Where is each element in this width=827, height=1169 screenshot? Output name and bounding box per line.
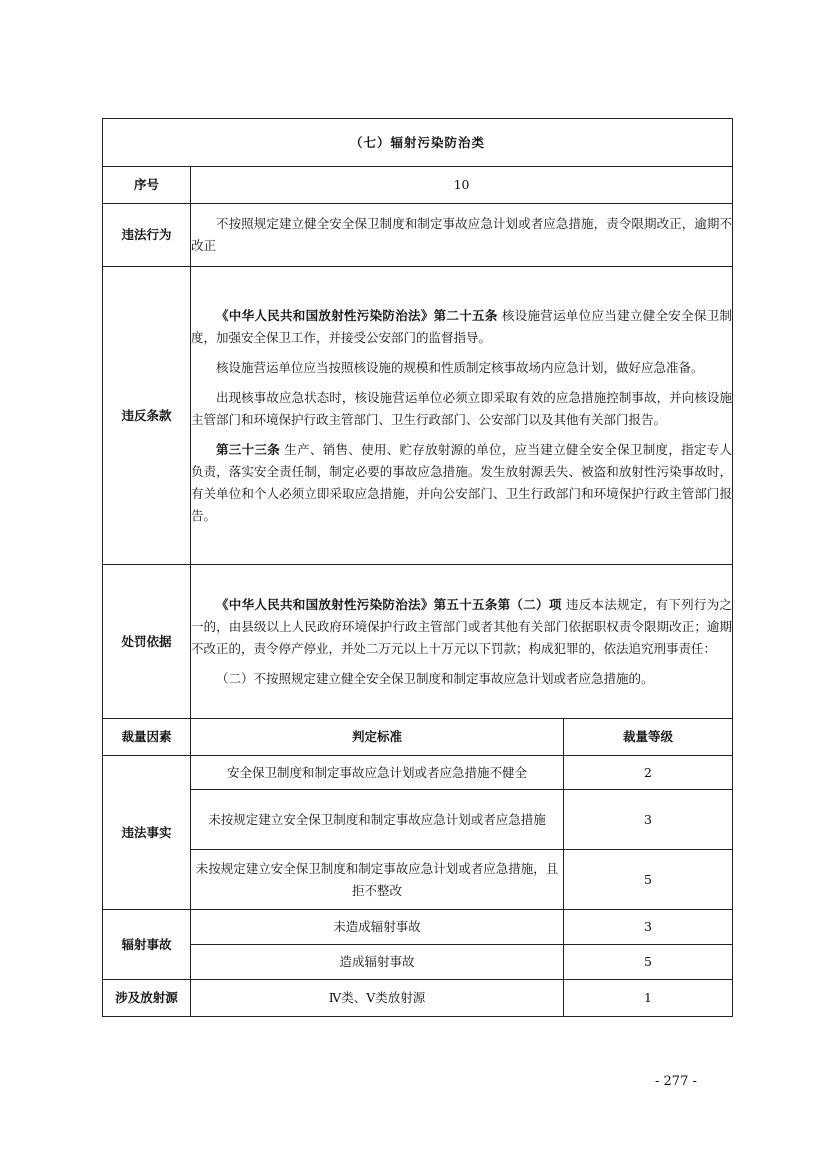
criterion-cell: Ⅳ类、Ⅴ类放射源 [191,980,564,1017]
penalty-basis-cell [191,565,733,719]
level-cell: 3 [564,910,733,945]
violation-act-label: 违法行为 [103,204,191,267]
criterion-cell: 未造成辐射事故 [191,910,564,945]
level-cell: 1 [564,980,733,1017]
level-cell: 2 [564,756,733,790]
factor-violation-facts: 违法事实 [103,756,191,910]
factor-radioactive-source: 涉及放射源 [103,980,191,1017]
factor-header: 裁量因素 [103,719,191,756]
law-article-33: 第三十三条 [216,441,281,457]
penalty-paragraph-2: （二）不按照规定建立健全安全保卫制度和制定事故应急计划或者应急措施的。 [216,670,654,686]
criterion-cell: 造成辐射事故 [191,945,564,980]
level-cell: 3 [564,790,733,850]
penalty-table [102,118,733,1017]
violated-provisions-cell [191,267,733,565]
law-article-25: 《中华人民共和国放射性污染防治法》第二十五条 [216,307,498,323]
provision-paragraph-4-text: 生产、销售、使用、贮存放射源的单位，应当建立健全安全保卫制度，指定专人负责，落实安全责任制，制定必要的事故应急措施。发生放射源丢失、被盗和放射性污染事故时，有关单位和个人必须立即采取应急措施，并向公安部门、卫生行政部门和环境保护行政主管部门报告。 [191,441,733,523]
criterion-cell: 未按规定建立安全保卫制度和制定事故应急计划或者应急措施 [191,790,564,850]
serial-label: 序号 [103,167,191,204]
criterion-cell: 未按规定建立安全保卫制度和制定事故应急计划或者应急措施，且拒不整改 [191,850,564,910]
provision-paragraph-1-text: 核设施营运单位应当建立健全安全保卫制度，加强安全保卫工作，并接受公安部门的监督指导。 [191,307,733,345]
page-number: - 277 - [655,1074,697,1089]
level-cell: 5 [564,945,733,980]
standard-header: 判定标准 [191,719,564,756]
violation-act-text: 不按照规定建立健全安全保卫制度和制定事故应急计划或者应急措施，责令限期改正，逾期不改正 [191,216,733,253]
provision-paragraph-2: 核设施营运单位应当按照核设施的规模和性质制定核事故场内应急计划，做好应急准备。 [216,359,704,375]
provision-paragraph-1 [191,305,732,349]
penalty-paragraph-1-text: 违反本法规定，有下列行为之一的，由县级以上人民政府环境保护行政主管部门或者其他有关部门依据职权责令限期改正；逾期不改正的，责令停产停业，并处二万元以上十万元以下罚款；构成犯罪的，依法追究刑事责任： [191,596,733,656]
factor-radiation-accident: 辐射事故 [103,910,191,980]
penalty-basis-label: 处罚依据 [103,565,191,719]
section-title: （七）辐射污染防治类 [103,119,733,167]
violation-act-cell [191,204,733,267]
level-cell: 5 [564,850,733,910]
level-header: 裁量等级 [564,719,733,756]
serial-value: 10 [191,167,733,204]
provision-paragraph-4 [191,439,732,527]
law-article-55: 《中华人民共和国放射性污染防治法》第五十五条第（二）项 [216,596,562,612]
violated-provisions-label: 违反条款 [103,267,191,565]
provision-paragraph-3: 出现核事故应急状态时，核设施营运单位必须立即采取有效的应急措施控制事故，并向核设施主管部门和环境保护行政主管部门、卫生行政部门、公安部门以及其他有关部门报告。 [191,389,733,427]
penalty-paragraph-1 [191,594,732,660]
criterion-cell: 安全保卫制度和制定事故应急计划或者应急措施不健全 [191,756,564,790]
